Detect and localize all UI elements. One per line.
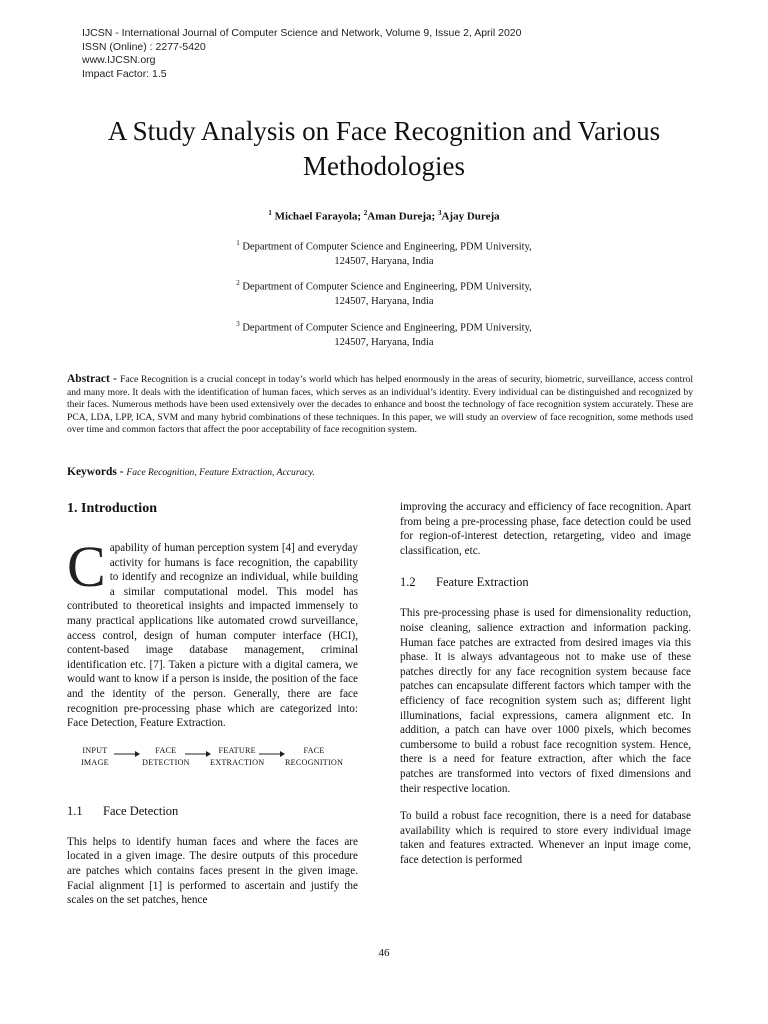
- journal-name: IJCSN - International Journal of Computer Science and Network, Volume 9, Issue 2, April 2020: [82, 27, 522, 39]
- affiliation-3: [0, 317, 768, 350]
- affiliation-3-line-2: 124507, Haryana, India: [334, 336, 434, 348]
- author-2-sup: 2: [363, 209, 368, 217]
- flow-node-feature-extraction: [210, 745, 264, 769]
- intro-paragraph: [67, 534, 358, 731]
- author-2: Aman Dureja;: [367, 210, 438, 223]
- journal-website: www.IJCSN.org: [82, 54, 156, 66]
- affiliation-1-line-1: Department of Computer Science and Engineering, PDM University,: [242, 241, 532, 253]
- section-title: Feature Extraction: [436, 575, 529, 590]
- left-column: [67, 500, 358, 908]
- section-heading-face-detection: [67, 803, 358, 819]
- section-heading-feature-extraction: [400, 574, 691, 590]
- impact-factor: Impact Factor: 1.5: [82, 67, 167, 80]
- arrow-icon: [185, 749, 211, 761]
- arrow-icon: [114, 749, 140, 761]
- abstract-text: Face Recognition is a crucial concept in today’s world which has helped enormously in the areas of security, biometric, surveillance, access control and many more. It deals with the identification of human faces, which serves as an individual’s identity. Every individual can be distinguished and recognized by their faces. Numerous methods have been used extensively over the decades to enhance and boost the technology of face recognition system accurately. These are PCA, LDA, LPP, ICA, SVM and many hybrid combinations of these techniques. In this paper, we will study an overview of face recognition, some methods used over time and common factors that affect the poor acceptability of face recognition system.: [67, 374, 693, 436]
- flow-node-4-line-1: FACE: [303, 745, 325, 755]
- page-number: 46: [378, 947, 390, 959]
- pipeline-diagram: [67, 745, 358, 785]
- author-1: Michael Farayola;: [274, 210, 364, 223]
- author-3-sup: 3: [437, 209, 442, 217]
- affiliation-2-sup: 2: [236, 279, 240, 287]
- flow-node-1-line-1: INPUT: [82, 745, 108, 755]
- affiliation-2: [0, 276, 768, 309]
- drop-cap: C: [67, 534, 106, 599]
- arrow-icon: [259, 749, 285, 761]
- flow-node-2-line-1: FACE: [155, 745, 177, 755]
- keywords-text: Face Recognition, Feature Extraction, Accuracy.: [126, 467, 315, 478]
- flow-node-2-line-2: DETECTION: [142, 757, 190, 767]
- section-title: Face Detection: [103, 803, 179, 818]
- paper-title: [40, 114, 728, 184]
- flow-node-3-line-1: FEATURE: [218, 745, 256, 755]
- section-number: 1.1: [67, 803, 83, 818]
- keywords: [67, 466, 693, 478]
- flow-node-3-line-2: EXTRACTION: [210, 757, 265, 767]
- section-number: 1.2: [400, 575, 416, 590]
- keywords-label: Keywords -: [67, 466, 127, 478]
- affiliation-1-sup: 1: [236, 239, 240, 247]
- affiliation-3-sup: 3: [236, 320, 240, 328]
- flow-node-4-line-2: RECOGNITION: [285, 757, 344, 767]
- author-list: [0, 209, 768, 223]
- abstract-label: Abstract -: [67, 373, 121, 385]
- affiliation-1-line-2: 124507, Haryana, India: [334, 255, 434, 267]
- right-column: [400, 500, 691, 867]
- author-3: Ajay Dureja: [441, 210, 500, 223]
- affiliation-2-line-1: Department of Computer Science and Engineering, PDM University,: [242, 281, 532, 293]
- section-heading-introduction: 1. Introduction: [67, 501, 157, 516]
- affiliation-2-line-2: 124507, Haryana, India: [334, 295, 434, 307]
- author-1-sup: 1: [268, 209, 272, 217]
- title-line-2: Methodologies: [303, 151, 465, 181]
- flow-node-face-detection: [142, 745, 190, 769]
- flow-node-face-recognition: [285, 745, 343, 769]
- issn: ISSN (Online) : 2277-5420: [82, 40, 206, 53]
- intro-text: apability of human perception system [4] and everyday activity for humans is face recognition, the capability to identify and recognize an individual, while building a similar computational model. This model has contributed to theoretical insights and impacted immensely to many practical applications like automated crowd surveillance, access control, design of human computer interface (HCI), content-based image database management, criminal identification etc. [7]. Taken a picture with a digital camera, we would want to know if a person is inside, the position of the face and the identity of the person. Generally, there are face recognition pre-processing phase which are categorized into: Face Detection, Feature Extraction.: [67, 542, 358, 730]
- feature-extraction-paragraph-2: To build a robust face recognition, there is a need for database availability which is required to store every individual image taken and features extracted. Whenever an input image come, face detection is performed: [400, 810, 691, 866]
- face-detection-paragraph-continued: improving the accuracy and efficiency of face recognition. Apart from being a pre-processing phase, face detection could be used for region-of-interest detection, retargeting, video and image classification, etc.: [400, 501, 691, 557]
- flow-node-input-image: [81, 745, 109, 769]
- affiliation-1: [0, 236, 768, 269]
- abstract: [67, 373, 693, 437]
- affiliation-3-line-1: Department of Computer Science and Engineering, PDM University,: [242, 322, 532, 334]
- feature-extraction-paragraph-1: This pre-processing phase is used for dimensionality reduction, noise cleaning, salience extraction and information packing. Human face patches are extracted from desired images via this phase. It is always advantageous not to make use of these patches directly for any face recognition system because face patches can encapsulate different factors which tamper with the efficiency of face recognition system such as; different light illuminations, facial expressions, camera alignment etc. In addition, a patch can have over 1000 pixels, which becomes cumbersome to build a robust face recognition system. Hence, there is a need for feature extraction, after which the face patches are transformed into vectors of fixed dimensions and their respective location.: [400, 607, 691, 795]
- flow-node-1-line-2: IMAGE: [81, 757, 109, 767]
- title-line-1: A Study Analysis on Face Recognition and Various: [107, 116, 661, 146]
- journal-header: [82, 27, 521, 81]
- face-detection-paragraph: This helps to identify human faces and where the faces are located in a given image. The desire outputs of this procedure are patches which contains faces present in the given image. Facial alignment [1] is performed to ascertain and justify the scales on the set patches, hence: [67, 835, 358, 907]
